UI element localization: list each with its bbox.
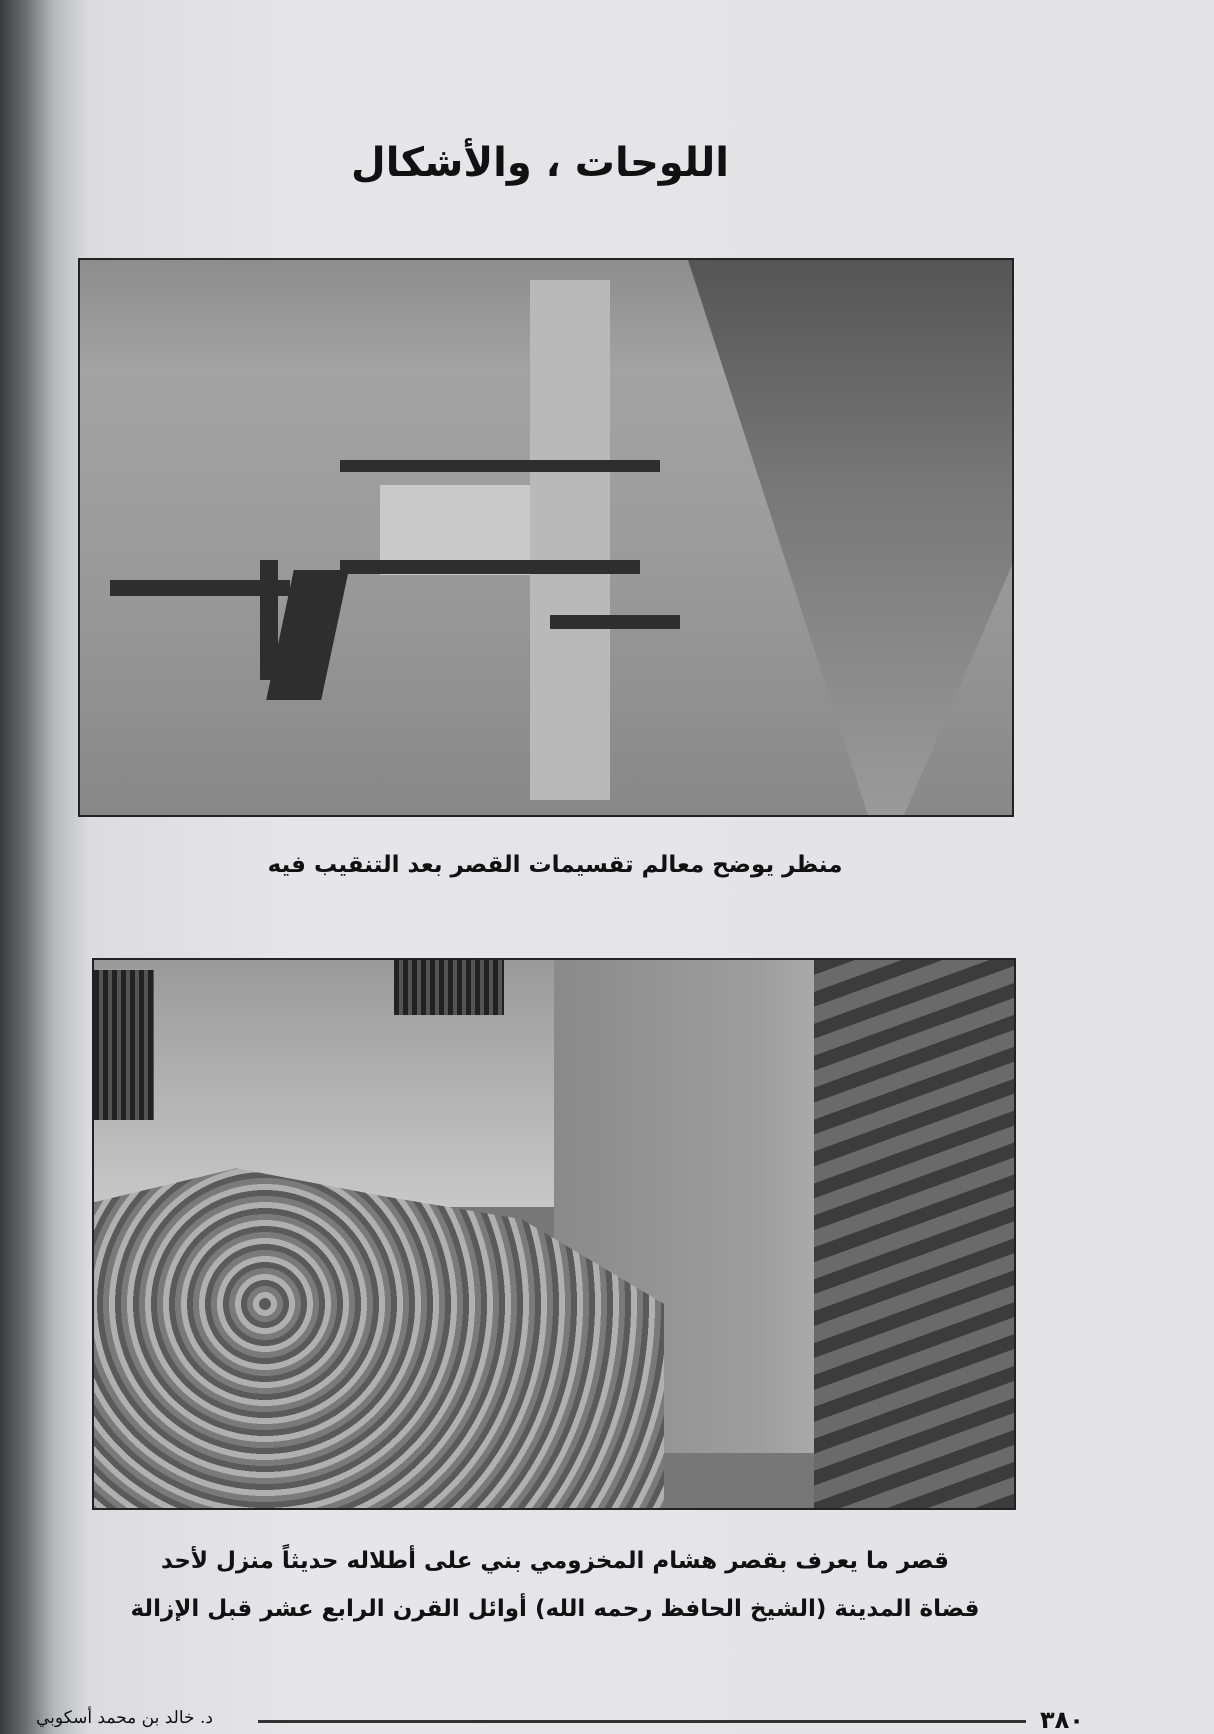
- footer-rule: [258, 1720, 1026, 1723]
- palace-ruins-photo: [92, 958, 1016, 1510]
- page-number: ٣٨٠: [1040, 1706, 1084, 1734]
- page-title: اللوحات ، والأشكال: [351, 140, 729, 186]
- road: [652, 260, 1012, 815]
- figure-1-caption: منظر يوضح معالم تقسيمات القصر بعد التنقيب فيه: [267, 852, 843, 878]
- footer-author: د. خالد بن محمد أسكوبي: [36, 1708, 213, 1728]
- figure-2-caption-line-1: قصر ما يعرف بقصر هشام المخزومي بني على أطلاله حديثاً منزل لأحد: [161, 1548, 949, 1574]
- excavation-photo: [78, 258, 1014, 817]
- figure-2-caption-line-2: قضاة المدينة (الشيخ الحافظ رحمه الله) أوائل القرن الرابع عشر قبل الإزالة: [130, 1596, 980, 1622]
